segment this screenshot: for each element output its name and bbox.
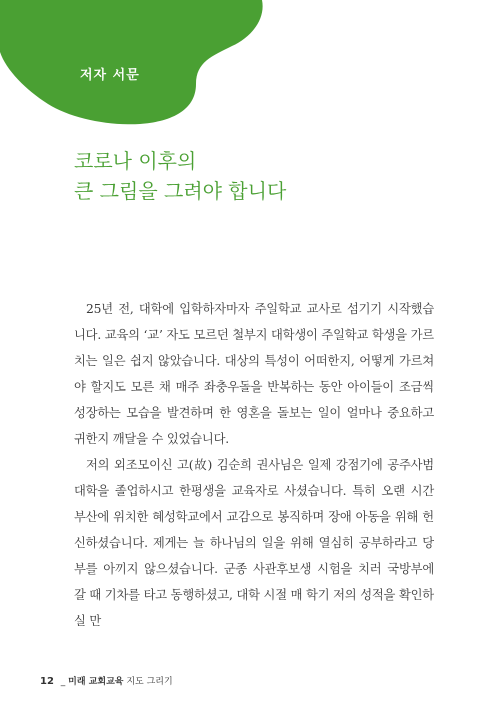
page-footer bbox=[40, 674, 173, 687]
body-text bbox=[74, 296, 434, 634]
footer-subtitle: 지도 그리기 bbox=[126, 677, 173, 687]
section-label: 저자 서문 bbox=[80, 68, 140, 83]
footer-book-title: 미래 교회교육 bbox=[68, 677, 124, 687]
title-line-1: 코로나 이후의 bbox=[74, 149, 197, 173]
paragraph-1: 25년 전, 대학에 입학하자마자 주일학교 교사로 섬기기 시작했습니다. 교육의 ‘교’ 자도 모르던 철부지 대학생이 주일학교 학생을 가르치는 일은 쉽지 않았습니다. 대상의 특성이 어떠한지, 어떻게 가르쳐야 할지도 모른 채 매주 좌충우돌을 반복하는 동안 아이들이 조금씩 성장하는 모습을 발견하며 한 영혼을 돌보는 일이 얼마나 중요하고 귀한지 깨달을 수 있었습니다. bbox=[74, 302, 434, 446]
footer-separator: _ bbox=[60, 677, 66, 687]
header-green-shape bbox=[0, 0, 280, 140]
title-line-2: 큰 그림을 그려야 합니다 bbox=[74, 179, 287, 203]
paragraph-2: 저의 외조모이신 고(故) 김순희 권사님은 일제 강점기에 공주사범대학을 졸업하시고 한평생을 교육자로 사셨습니다. 특히 오랜 시간 부산에 위치한 혜성학교에서 교감으로 봉직하며 장애 아동을 위해 헌신하셨습니다. 제게는 늘 하나님의 일을 위해 열심히 공부하라고 당부를 아끼지 않으셨습니다. 군종 사관후보생 시험을 치러 국방부에 갈 때 기차를 타고 동행하셨고, 대학 시절 매 학기 저의 성적을 확인하실 만 bbox=[74, 458, 434, 628]
page-number: 12 bbox=[40, 676, 54, 687]
page-title bbox=[74, 146, 286, 206]
